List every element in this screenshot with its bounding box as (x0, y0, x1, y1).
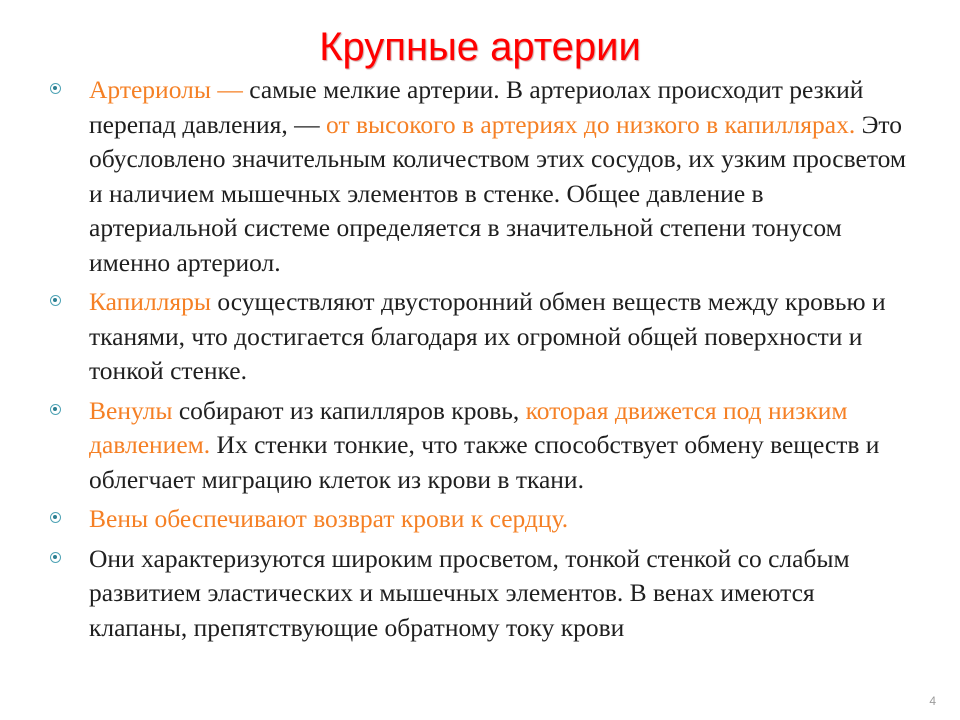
highlight-venules: Венулы (89, 395, 173, 425)
highlight-pressure-drop: от высокого в артериях до низкого в капиллярах. (326, 109, 856, 139)
page-number: 4 (929, 694, 936, 708)
bullet-item-vein-features (48, 542, 918, 646)
bullet-circle-icon (50, 404, 61, 415)
highlight-veins: Вены обеспечивают возврат крови к сердцу. (89, 504, 569, 533)
highlight-low-pressure: которая движется под низким давлением. (89, 395, 848, 459)
bullet-item-veins (48, 502, 918, 537)
bullet-text: самые мелкие артерии. В артериолах происходит резкий перепад давления, — (89, 75, 864, 139)
bullet-list (48, 73, 918, 650)
bullet-circle-icon (50, 83, 61, 94)
bullet-circle-icon (50, 552, 61, 563)
bullet-text: Они характеризуются широким просветом, тонкой стенкой со слабым развитием эластических и мышечных элементов. В венах имеются клапаны, препятствующие обратному току крови (89, 543, 850, 642)
bullet-text: осуществляют двусторонний обмен веществ между кровью и тканями, что достигается благодаря их огромной общей поверхности и тонкой стенке. (89, 287, 886, 385)
slide-title: Крупные артерии (319, 25, 641, 69)
highlight-arterioles: Артериолы — (89, 75, 250, 104)
bullet-item-arterioles (48, 73, 918, 280)
bullet-item-capillaries (48, 285, 918, 389)
bullet-circle-icon (50, 512, 61, 523)
bullet-text: Их стенки тонкие, что также способствует обмену веществ и облегчает миграцию клеток из крови в ткани. (89, 430, 880, 494)
bullet-text: собирают из капилляров кровь, (172, 395, 526, 425)
highlight-capillaries: Капилляры (89, 287, 212, 316)
bullet-text: Это обусловлено значительным количеством этих сосудов, их узким просветом и наличием мышечных элементов в стенке. Общее давление в артериальной системе определяется в значительной степени тонусом именно артериол. (89, 109, 907, 277)
bullet-item-venules (48, 394, 918, 498)
bullet-circle-icon (50, 295, 61, 306)
